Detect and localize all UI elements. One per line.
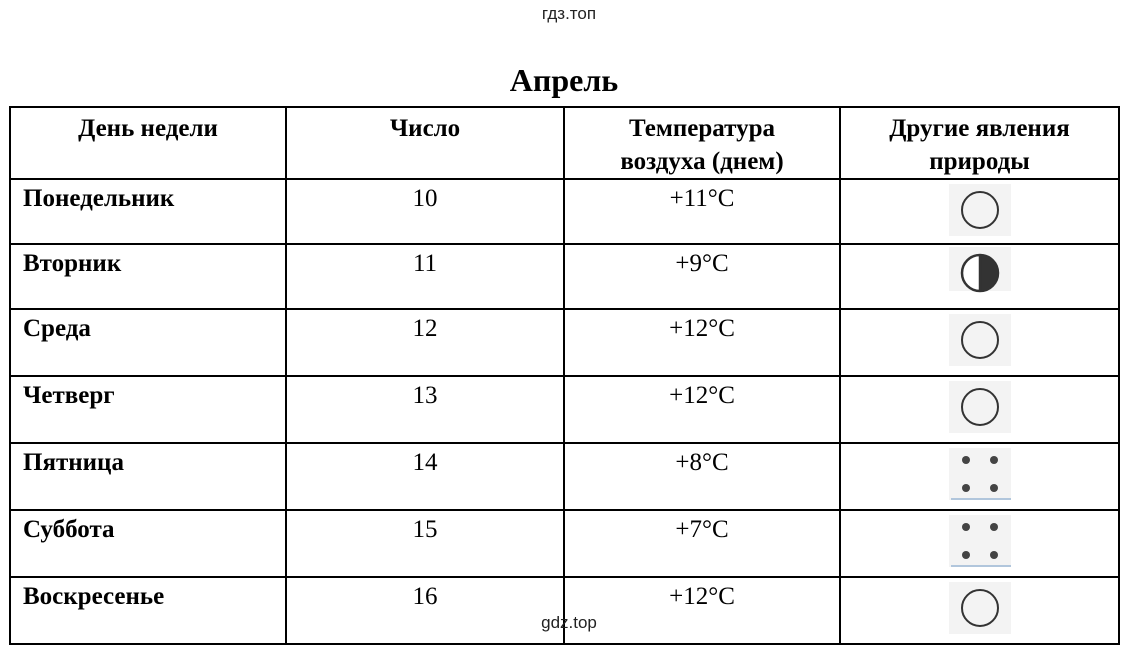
day-cell: Вторник (10, 244, 286, 309)
number-cell: 14 (286, 443, 564, 510)
temperature-cell: +11°C (564, 179, 840, 244)
watermark-bottom: gdz.top (541, 613, 597, 632)
temperature-cell: +9°C (564, 244, 840, 309)
temperature-cell: +12°C (564, 376, 840, 443)
half-cloudy-icon (949, 247, 1011, 291)
temperature-cell: +12°C (564, 577, 840, 644)
number-cell: 13 (286, 376, 564, 443)
phenomena-cell (840, 309, 1119, 376)
day-cell: Среда (10, 309, 286, 376)
number-cell: 16 (286, 577, 564, 644)
header-day: День недели (10, 107, 286, 179)
number-cell: 12 (286, 309, 564, 376)
table-row (10, 179, 1119, 244)
phenomena-cell (840, 510, 1119, 577)
header-temperature: Температура воздуха (днем) (564, 107, 840, 179)
table-row (10, 244, 1119, 309)
header-phenomena: Другие явления природы (840, 107, 1119, 179)
header-number: Число (286, 107, 564, 179)
watermark-top: гдз.топ (541, 4, 597, 23)
table-row (10, 443, 1119, 510)
temperature-cell: +8°C (564, 443, 840, 510)
day-cell: Воскресенье (10, 577, 286, 644)
phenomena-cell (840, 179, 1119, 244)
rain-dots-icon (949, 515, 1011, 567)
table-row (10, 510, 1119, 577)
temperature-cell: +7°C (564, 510, 840, 577)
day-cell: Понедельник (10, 179, 286, 244)
phenomena-cell (840, 443, 1119, 510)
table-row (10, 376, 1119, 443)
number-cell: 10 (286, 179, 564, 244)
table-row (10, 577, 1119, 644)
clear-circle-icon (949, 184, 1011, 236)
clear-circle-icon (949, 381, 1011, 433)
phenomena-cell (840, 244, 1119, 309)
phenomena-cell (840, 577, 1119, 644)
phenomena-cell (840, 376, 1119, 443)
temperature-cell: +12°C (564, 309, 840, 376)
rain-dots-icon (949, 448, 1011, 500)
number-cell: 11 (286, 244, 564, 309)
day-cell: Четверг (10, 376, 286, 443)
number-cell: 15 (286, 510, 564, 577)
table-header-row (10, 107, 1119, 179)
clear-circle-icon (949, 314, 1011, 366)
day-cell: Суббота (10, 510, 286, 577)
weather-table (9, 106, 1120, 645)
table-row (10, 309, 1119, 376)
page-title: Апрель (509, 62, 619, 98)
day-cell: Пятница (10, 443, 286, 510)
